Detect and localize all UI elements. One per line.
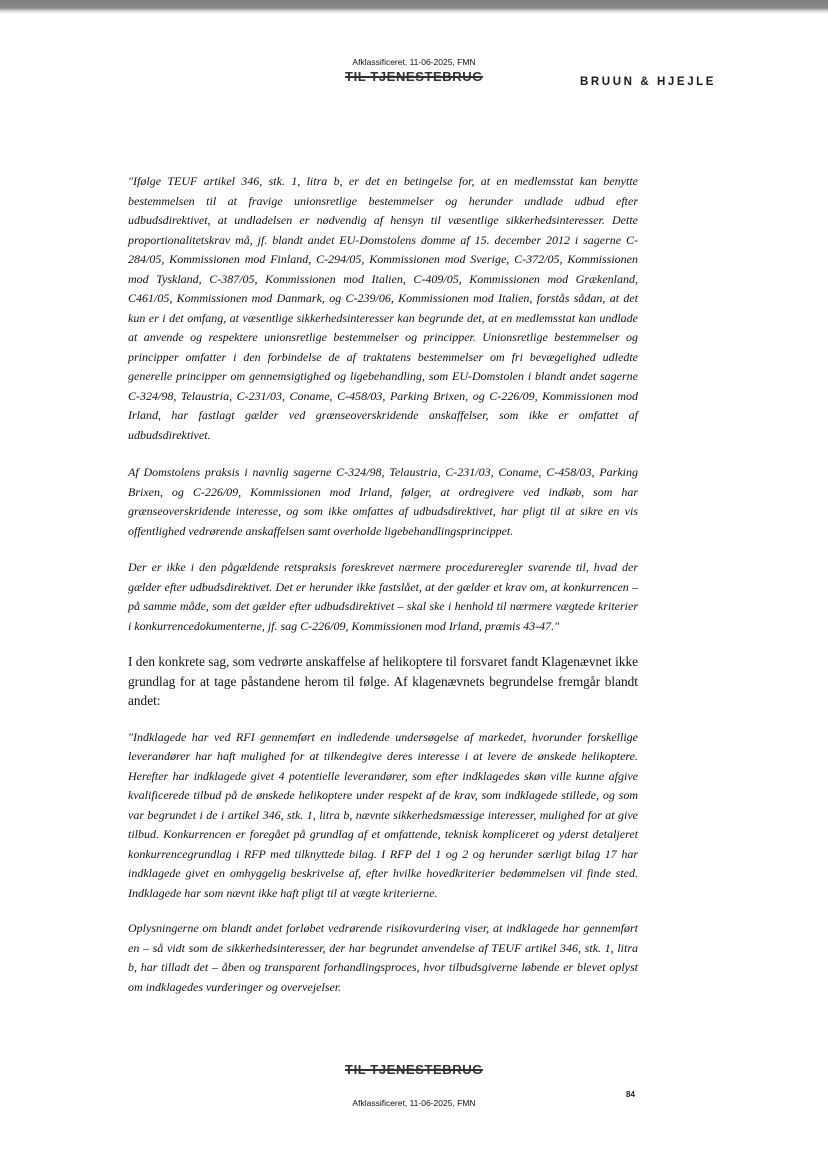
body-paragraph: I den konkrete sag, som vedrørte anskaffelse af helikoptere til forsvaret fandt Klagenævnet ikke grundlag for at tage påstandene herom til følge. Af klagenævnets begrundelse fremgår blandt andet:: [128, 654, 638, 708]
firm-logo: BRUUN & HJEJLE: [580, 76, 717, 88]
classification-header: TIL TJENESTEBRUG: [345, 69, 483, 84]
quote-paragraph-2: Af Domstolens praksis i navnlig sagerne C-324/98, Telaustria, C-231/03, Coname, C-458/03, Parking Brixen, og C-226/09, Kommissionen mod Irland, følger, at ordregivere ved indkøb, som har grænseoverskridende interesse, og som ikke omfattes af udbudsdirektivet, har pligt til at sikre en vis offentlighed vedrørende anskaffelsen samt overholde ligebehandlingsprincippet.: [128, 465, 638, 538]
document-body: [128, 172, 638, 997]
declassified-stamp-top: Afklassificeret, 11-06-2025, FMN: [352, 57, 476, 67]
quote-paragraph-1: "Ifølge TEUF artikel 346, stk. 1, litra b, er det en betingelse for, at en medlemsstat kan benytte bestemmelsen til at fravige unionsretlige bestemmelser og herunder undlade udbud efter udbudsdirektivet, at undladelsen er nødvendig af hensyn til væsentlige sikkerhedsinteresser. Dette proportionalitetskrav må, jf. blandt andet EU-Domstolens domme af 15. december 2012 i sagerne C-284/05, Kommissionen mod Finland, C-294/05, Kommissionen mod Sverige, C-372/05, Kommissionen mod Tyskland, C-387/05, Kommissionen mod Italien, C-409/05, Kommissionen mod Grækenland, C461/05, Kommissionen mod Danmark, og C-239/06, Kommissionen mod Italien, forstås sådan, at det kun er i det omfang, at væsentlige sikkerhedsinteresser kan begrunde det, at en medlemsstat kan undlade at anvende og respektere unionsretlige bestemmelser og principper. Unionsretlige bestemmelser og principper omfatter i den forbindelse de af traktatens bestemmelser om fri bevægelighed udledte generelle principper om gennemsigtighed og ligebehandling, som EU-Domstolen i blandt andet sagerne C-324/98, Telaustria, C-231/03, Coname, C-458/03, Parking Brixen, og C-226/09, Kommissionen mod Irland, har fastlagt gælder ved grænseoverskridende anskaffelser, som ikke er omfattet af udbudsdirektivet.: [128, 174, 638, 442]
quote-paragraph-3: Der er ikke i den pågældende retspraksis foreskrevet nærmere procedureregler svarende til, hvad der gælder efter udbudsdirektivet. Det er herunder ikke fastslået, at der gælder et krav om, at konkurrencen – på samme måde, som det gælder efter udbudsdirektivet – skal ske i henhold til nærmere vægtede kriterier i konkurrencedokumenterne, jf. sag C-226/09, Kommissionen mod Irland, præmis 43-47.": [128, 560, 638, 633]
quote-paragraph-4: "Indklagede har ved RFI gennemført en indledende undersøgelse af markedet, hvorunder forskellige leverandører har haft mulighed for at tilkendegive deres interesse i at levere de ønskede helikoptere. Herefter har indklagede givet 4 potentielle leverandører, som efter indklagedes skøn ville kunne afgive kvalificerede tilbud på de ønskede helikoptere under respekt af de krav, som indklagede stillede, og som var begrundet i de i artikel 346, stk. 1, litra b, nævnte sikkerhedsmæssige interesser, mulighed for at give tilbud. Konkurrencen er foregået på grundlag af et omfattende, teknisk kompliceret og yderst detaljeret konkurrencegrundlag i RFP med tilknyttede bilag. I RFP del 1 og 2 og herunder særligt bilag 17 har indklagede givet en omhyggelig beskrivelse af, efter hvilke hovedkriterier bedømmelsen vil finde sted. Indklagede har som nævnt ikke haft pligt til at vægte kriterierne.: [128, 729, 638, 900]
page-number: 84: [626, 1090, 635, 1099]
quote-paragraph-5: Oplysningerne om blandt andet forløbet vedrørende risikovurdering viser, at indklagede har gennemført en – så vidt som de sikkerhedsinteresser, der har begrundet anvendelse af TEUF artikel 346, stk. 1, litra b, har tilladt det – åben og transparent forhandlingsproces, hvor tilbudsgiverne løbende er blevet oplyst om indklagedes vurderinger og overvejelser.: [128, 921, 638, 994]
declassified-stamp-bottom: Afklassificeret, 11-06-2025, FMN: [352, 1098, 476, 1108]
scan-edge: [0, 0, 828, 14]
classification-footer: TIL TJENESTEBRUG: [345, 1062, 483, 1077]
